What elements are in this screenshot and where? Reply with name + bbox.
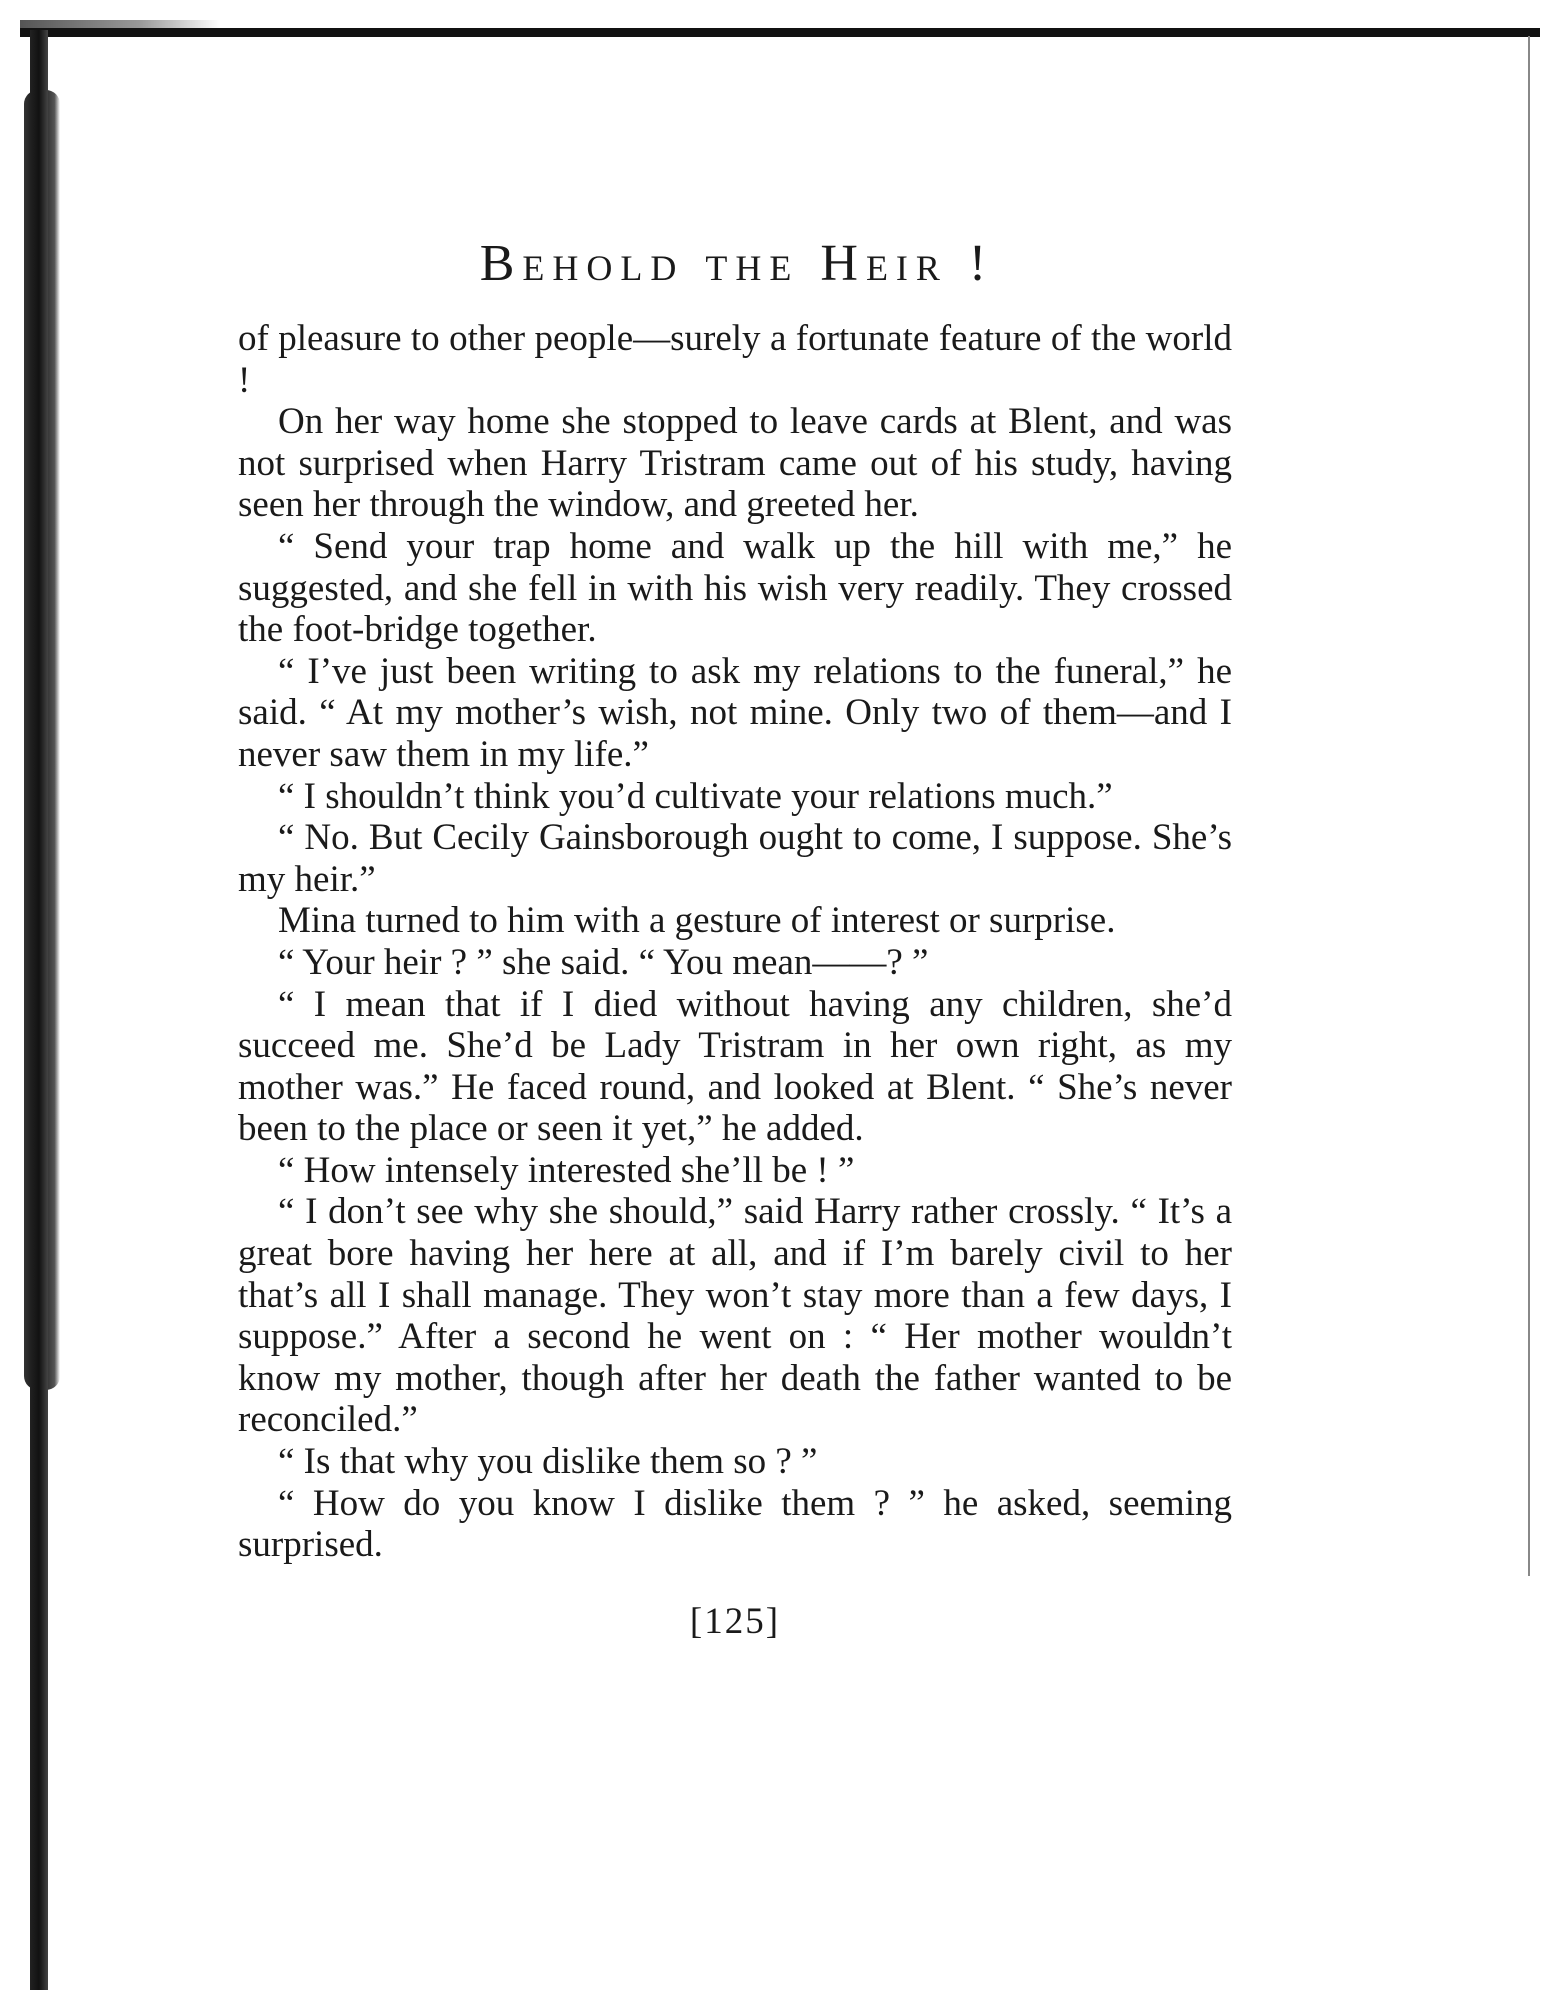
paragraph: of pleasure to other people—surely a fortunate feature of the world ! bbox=[238, 318, 1232, 401]
paragraph: “ I don’t see why she should,” said Harry rather crossly. “ It’s a great bore having her here at all, and if I’m barely civil to her that’s all I shall manage. They won’t stay more than a few days, I suppose.” After a second he went on : “ Her mother wouldn’t know my mother, though after her death the father wanted to be reconciled.” bbox=[238, 1191, 1232, 1441]
paragraph: “ I shouldn’t think you’d cultivate your relations much.” bbox=[278, 775, 1113, 817]
paragraph: “ Is that why you dislike them so ? ” bbox=[278, 1441, 818, 1483]
paragraph: On her way home she stopped to leave cards at Blent, and was not surprised when Harry Tristram came out of his study, having seen her through the window, and greeted her. bbox=[238, 401, 1232, 526]
paragraph: “ Send your trap home and walk up the hill with me,” he suggested, and she fell in with his wish very readily. They crossed the foot-bridge together. bbox=[238, 525, 1232, 651]
book-page bbox=[238, 235, 1232, 1643]
scan-left-edge bbox=[30, 30, 48, 1990]
scan-right-edge bbox=[1528, 36, 1530, 1576]
paragraph: “ Your heir ? ” she said. “ You mean——? ” bbox=[278, 941, 929, 983]
paragraph: “ How do you know I dislike them ? ” he asked, seeming surprised. bbox=[238, 1482, 1232, 1566]
paragraph: “ I mean that if I died without having any children, she’d succeed me. She’d be Lady Tristram in her own right, as my mother was.” He faced round, and looked at Blent. “ She’s never been to the place or seen it yet,” he added. bbox=[238, 983, 1232, 1150]
paragraph: Mina turned to him with a gesture of interest or surprise. bbox=[278, 900, 1116, 942]
running-head: Behold the Heir ! bbox=[479, 235, 995, 292]
page-number: [125] bbox=[689, 1600, 781, 1642]
paragraph: “ No. But Cecily Gainsborough ought to come, I suppose. She’s my heir.” bbox=[238, 817, 1232, 900]
paragraph: “ How intensely interested she’ll be ! ” bbox=[278, 1149, 855, 1191]
paragraph: “ I’ve just been writing to ask my relations to the funeral,” he said. “ At my mother’s wish, not mine. Only two of them—and I never saw them in my life.” bbox=[238, 650, 1232, 775]
scan-top-edge bbox=[20, 28, 1540, 37]
body-text bbox=[238, 318, 1232, 1566]
